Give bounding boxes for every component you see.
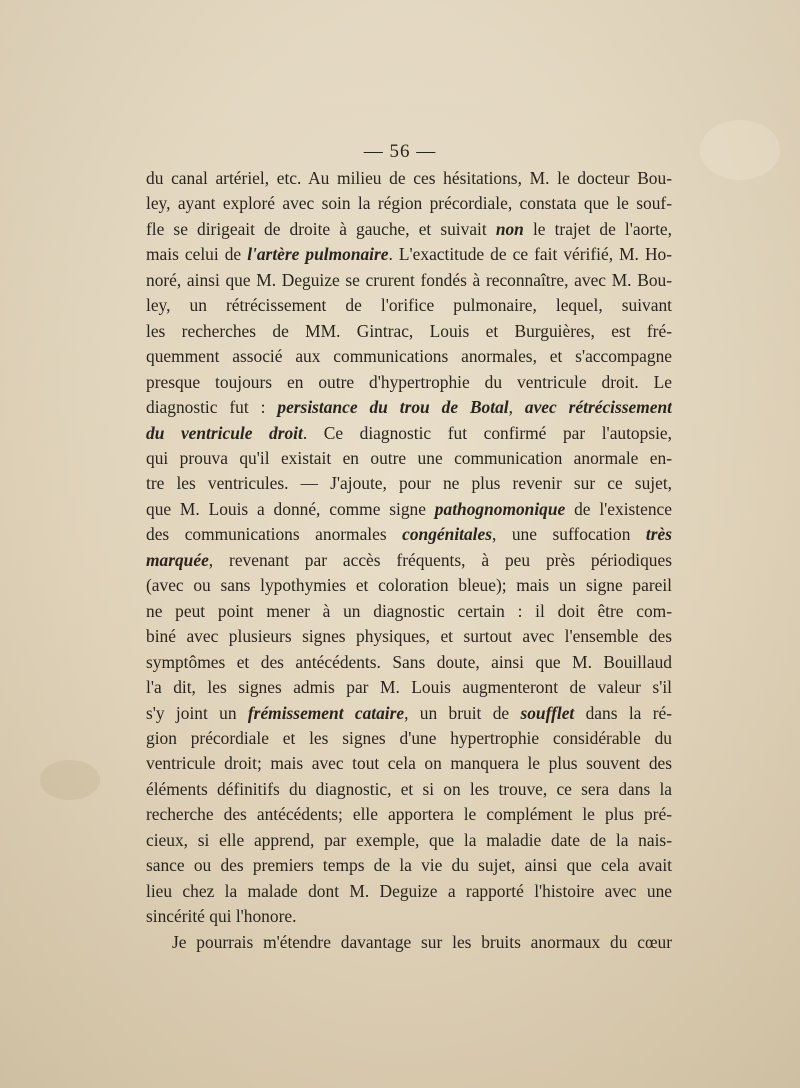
text-run: les recherches de MM. Gintrac, Louis et Burguières, est fré- [146,320,672,341]
text-run: s'y joint un [146,702,248,723]
text-run: le trajet de l'aorte, [523,218,672,239]
text-line [146,497,672,522]
text-run: ley, un rétrécissement de l'orifice pulmonaire, lequel, suivant [146,295,672,316]
page-number: — 56 — [363,141,437,162]
text-line [146,344,672,369]
text-line [146,853,672,878]
text-run: dans la ré- [574,702,672,723]
text-run: noré, ainsi que M. Deguize se crurent fondés à reconnaître, avec M. Bou- [146,269,672,290]
text-run: , [508,397,525,418]
italic-emphasis: très [645,524,672,545]
italic-emphasis: marquée [146,549,209,570]
text-run: sance ou des premiers temps de la vie du sujet, ainsi que cela avait [146,855,672,876]
italic-emphasis: persistance du trou de Botal [277,397,509,418]
text-line [146,191,672,216]
text-run: ley, ayant exploré avec soin la région précordiale, constata que le souf- [146,193,672,214]
italic-emphasis: avec rétrécissement [524,397,672,418]
text-run: ne peut point mener à un diagnostic certain : il doit être com- [146,600,672,621]
text-run: sincérité qui l'honore. [146,906,297,927]
text-line [146,471,672,496]
text-run: symptômes et des antécédents. Sans doute, ainsi que M. Bouillaud [146,651,672,672]
text-run: presque toujours en outre d'hypertrophie du ventricule droit. Le [146,371,672,392]
text-line [146,904,672,929]
italic-emphasis: soufflet [520,702,575,723]
text-run: l'a dit, les signes admis par M. Louis augmenteront de valeur s'il [146,677,672,698]
text-line [146,573,672,598]
text-line [146,599,672,624]
text-run: mais celui de [146,244,248,265]
italic-emphasis: non [495,218,524,239]
text-run: , un bruit de [404,702,521,723]
text-line [146,166,672,191]
text-line [146,421,672,446]
text-run: quemment associé aux communications anormales, et s'accompagne [146,346,672,367]
text-run: diagnostic fut : [146,397,278,418]
text-line [146,930,672,955]
text-run: que M. Louis a donné, comme signe [146,498,435,519]
italic-emphasis: congénitales [402,524,492,545]
text-run: fle se dirigeait de droite à gauche, et suivait [146,218,496,239]
body-text [146,166,672,955]
italic-emphasis: pathognomonique [434,498,566,519]
text-line [146,446,672,471]
text-line [146,395,672,420]
text-run: , une suffocation [492,524,646,545]
text-line [146,675,672,700]
text-run: . L'exactitude de ce fait vérifié, M. Ho- [388,244,672,265]
text-run: qui prouva qu'il existait en outre une communication anormale en- [146,447,672,468]
text-run: biné avec plusieurs signes physiques, et surtout avec l'ensemble des [146,626,672,647]
text-line [146,751,672,776]
text-line [146,879,672,904]
text-line [146,522,672,547]
italic-emphasis: frémissement cataire [247,702,405,723]
text-line [146,293,672,318]
text-run: gion précordiale et les signes d'une hypertrophie considérable du [146,727,672,748]
text-run: Je pourrais m'étendre davantage sur les bruits anormaux du cœur [172,931,672,952]
text-run: lieu chez la malade dont M. Deguize a rapporté l'histoire avec une [146,880,672,901]
text-line [146,319,672,344]
text-line [146,370,672,395]
text-line [146,650,672,675]
text-line [146,701,672,726]
text-line [146,548,672,573]
text-run: cieux, si elle apprend, par exemple, que la maladie date de la nais- [146,829,672,850]
text-line [146,242,672,267]
text-run: . Ce diagnostic fut confirmé par l'autopsie, [302,422,672,443]
text-run: du canal artériel, etc. Au milieu de ces hésitations, M. le docteur Bou- [146,168,672,188]
text-run: (avec ou sans lypothymies et coloration bleue); mais un signe pareil [146,575,672,596]
text-run: , revenant par accès fréquents, à peu près périodiques [208,549,672,570]
text-line [146,777,672,802]
text-run: recherche des antécédents; elle apportera le complément le plus pré- [146,804,672,825]
text-line [146,828,672,853]
italic-emphasis: l'artère pulmonaire [247,244,389,265]
text-line [146,624,672,649]
text-run: tre les ventricules. — J'ajoute, pour ne plus revenir sur ce sujet, [146,473,672,494]
text-run: de l'existence [565,498,672,519]
text-run: ventricule droit; mais avec tout cela on manquera le plus souvent des [146,753,672,774]
text-line [146,268,672,293]
text-line [146,726,672,751]
text-line [146,802,672,827]
italic-emphasis: du ventricule droit [146,422,303,443]
text-run: des communications anormales [146,524,403,545]
text-line [146,217,672,242]
text-run: éléments définitifs du diagnostic, et si on les trouve, ce sera dans la [146,778,672,799]
paper-stain [40,760,100,800]
